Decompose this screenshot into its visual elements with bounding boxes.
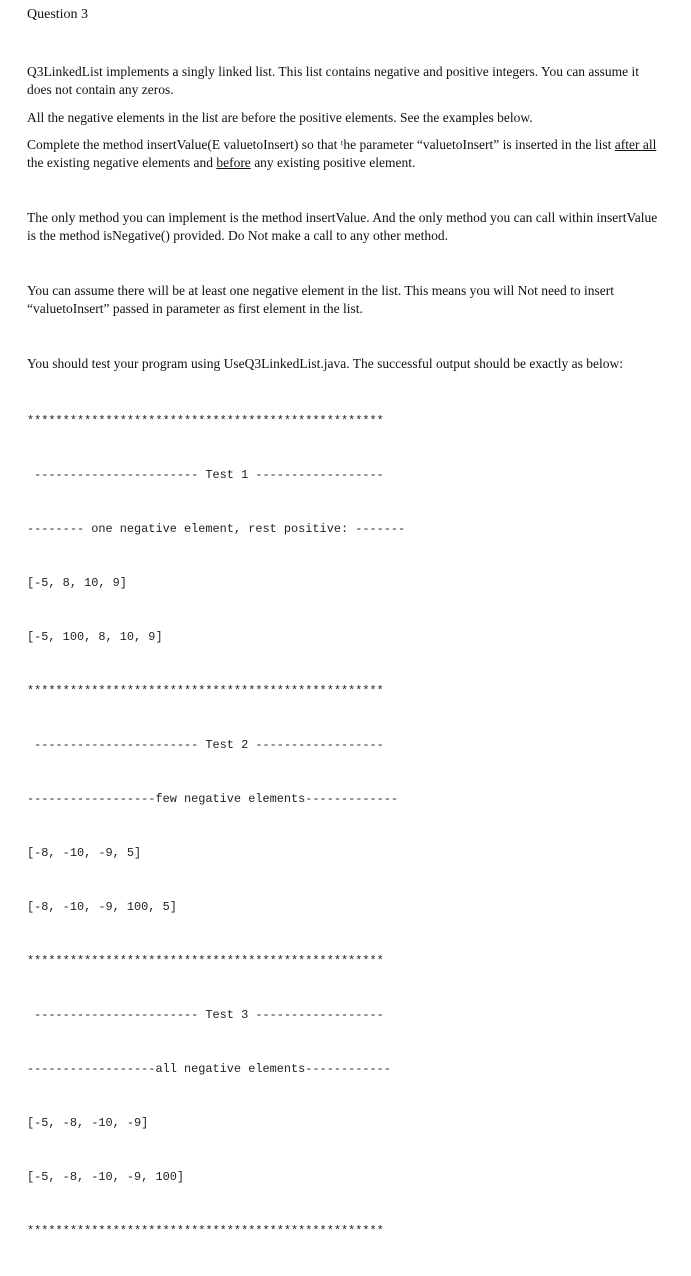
task-text-2: the existing negative elements and — [27, 154, 217, 170]
output-line: ------------------few negative elements------------- — [27, 792, 399, 806]
output-line: ----------------------- Test 2 ------------------ — [27, 738, 384, 752]
task-text-3: any existing positive element. — [250, 154, 416, 170]
output-line: [-5, -8, -10, -9, 100] — [27, 1170, 184, 1184]
output-line: ----------------------- Test 1 ------------------ — [27, 468, 384, 482]
paragraph-assumption: You can assume there will be at least one negative element in the list. This means you will Not need to insert “valuetoInsert” passed in parameter as first element in the list. — [27, 283, 614, 316]
output-line: [-8, -10, -9, 100, 5] — [27, 900, 177, 914]
task-underline-before: before — [216, 154, 251, 170]
paragraph-ordering: All the negative elements in the list are before the positive elements. See the examples below. — [27, 110, 533, 125]
output-line: ************************************************** — [27, 954, 384, 968]
output-line: ----------------------- Test 3 ------------------ — [27, 1008, 384, 1022]
output-line: ************************************************** — [27, 684, 384, 698]
question-title: Question 3 — [27, 7, 89, 22]
paragraph-task — [27, 136, 667, 171]
paragraph-intro: Q3LinkedList implements a singly linked list. This list contains negative and positive integers. You can assume it does not contain any zeros. — [27, 64, 640, 97]
output-line: [-5, 8, 10, 9] — [27, 576, 127, 590]
task-underline-after-all: after all — [614, 137, 657, 152]
output-line: ************************************************** — [27, 1224, 384, 1238]
output-line: [-5, -8, -10, -9] — [27, 1116, 149, 1130]
paragraph-testing: You should test your program using UseQ3LinkedList.java. The successful output should be exactly as below: — [27, 356, 624, 371]
paragraph-constraints: The only method you can implement is the method insertValue. And the only method you can call within insertValue is the method isNegative() provided. Do Not make a call to any other method. — [27, 210, 658, 243]
output-line: ------------------all negative elements------------ — [27, 1062, 391, 1076]
output-line: -------- one negative element, rest positive: ------- — [27, 522, 406, 536]
output-line: ************************************************** — [27, 414, 384, 428]
output-line: [-5, 100, 8, 10, 9] — [27, 630, 163, 644]
expected-output-block — [27, 376, 405, 1276]
output-line: [-8, -10, -9, 5] — [27, 846, 142, 860]
task-text-1: Complete the method insertValue(E valuetoInsert) so that ᵗhe parameter “valuetoInsert” is inserted in the list — [27, 137, 615, 152]
